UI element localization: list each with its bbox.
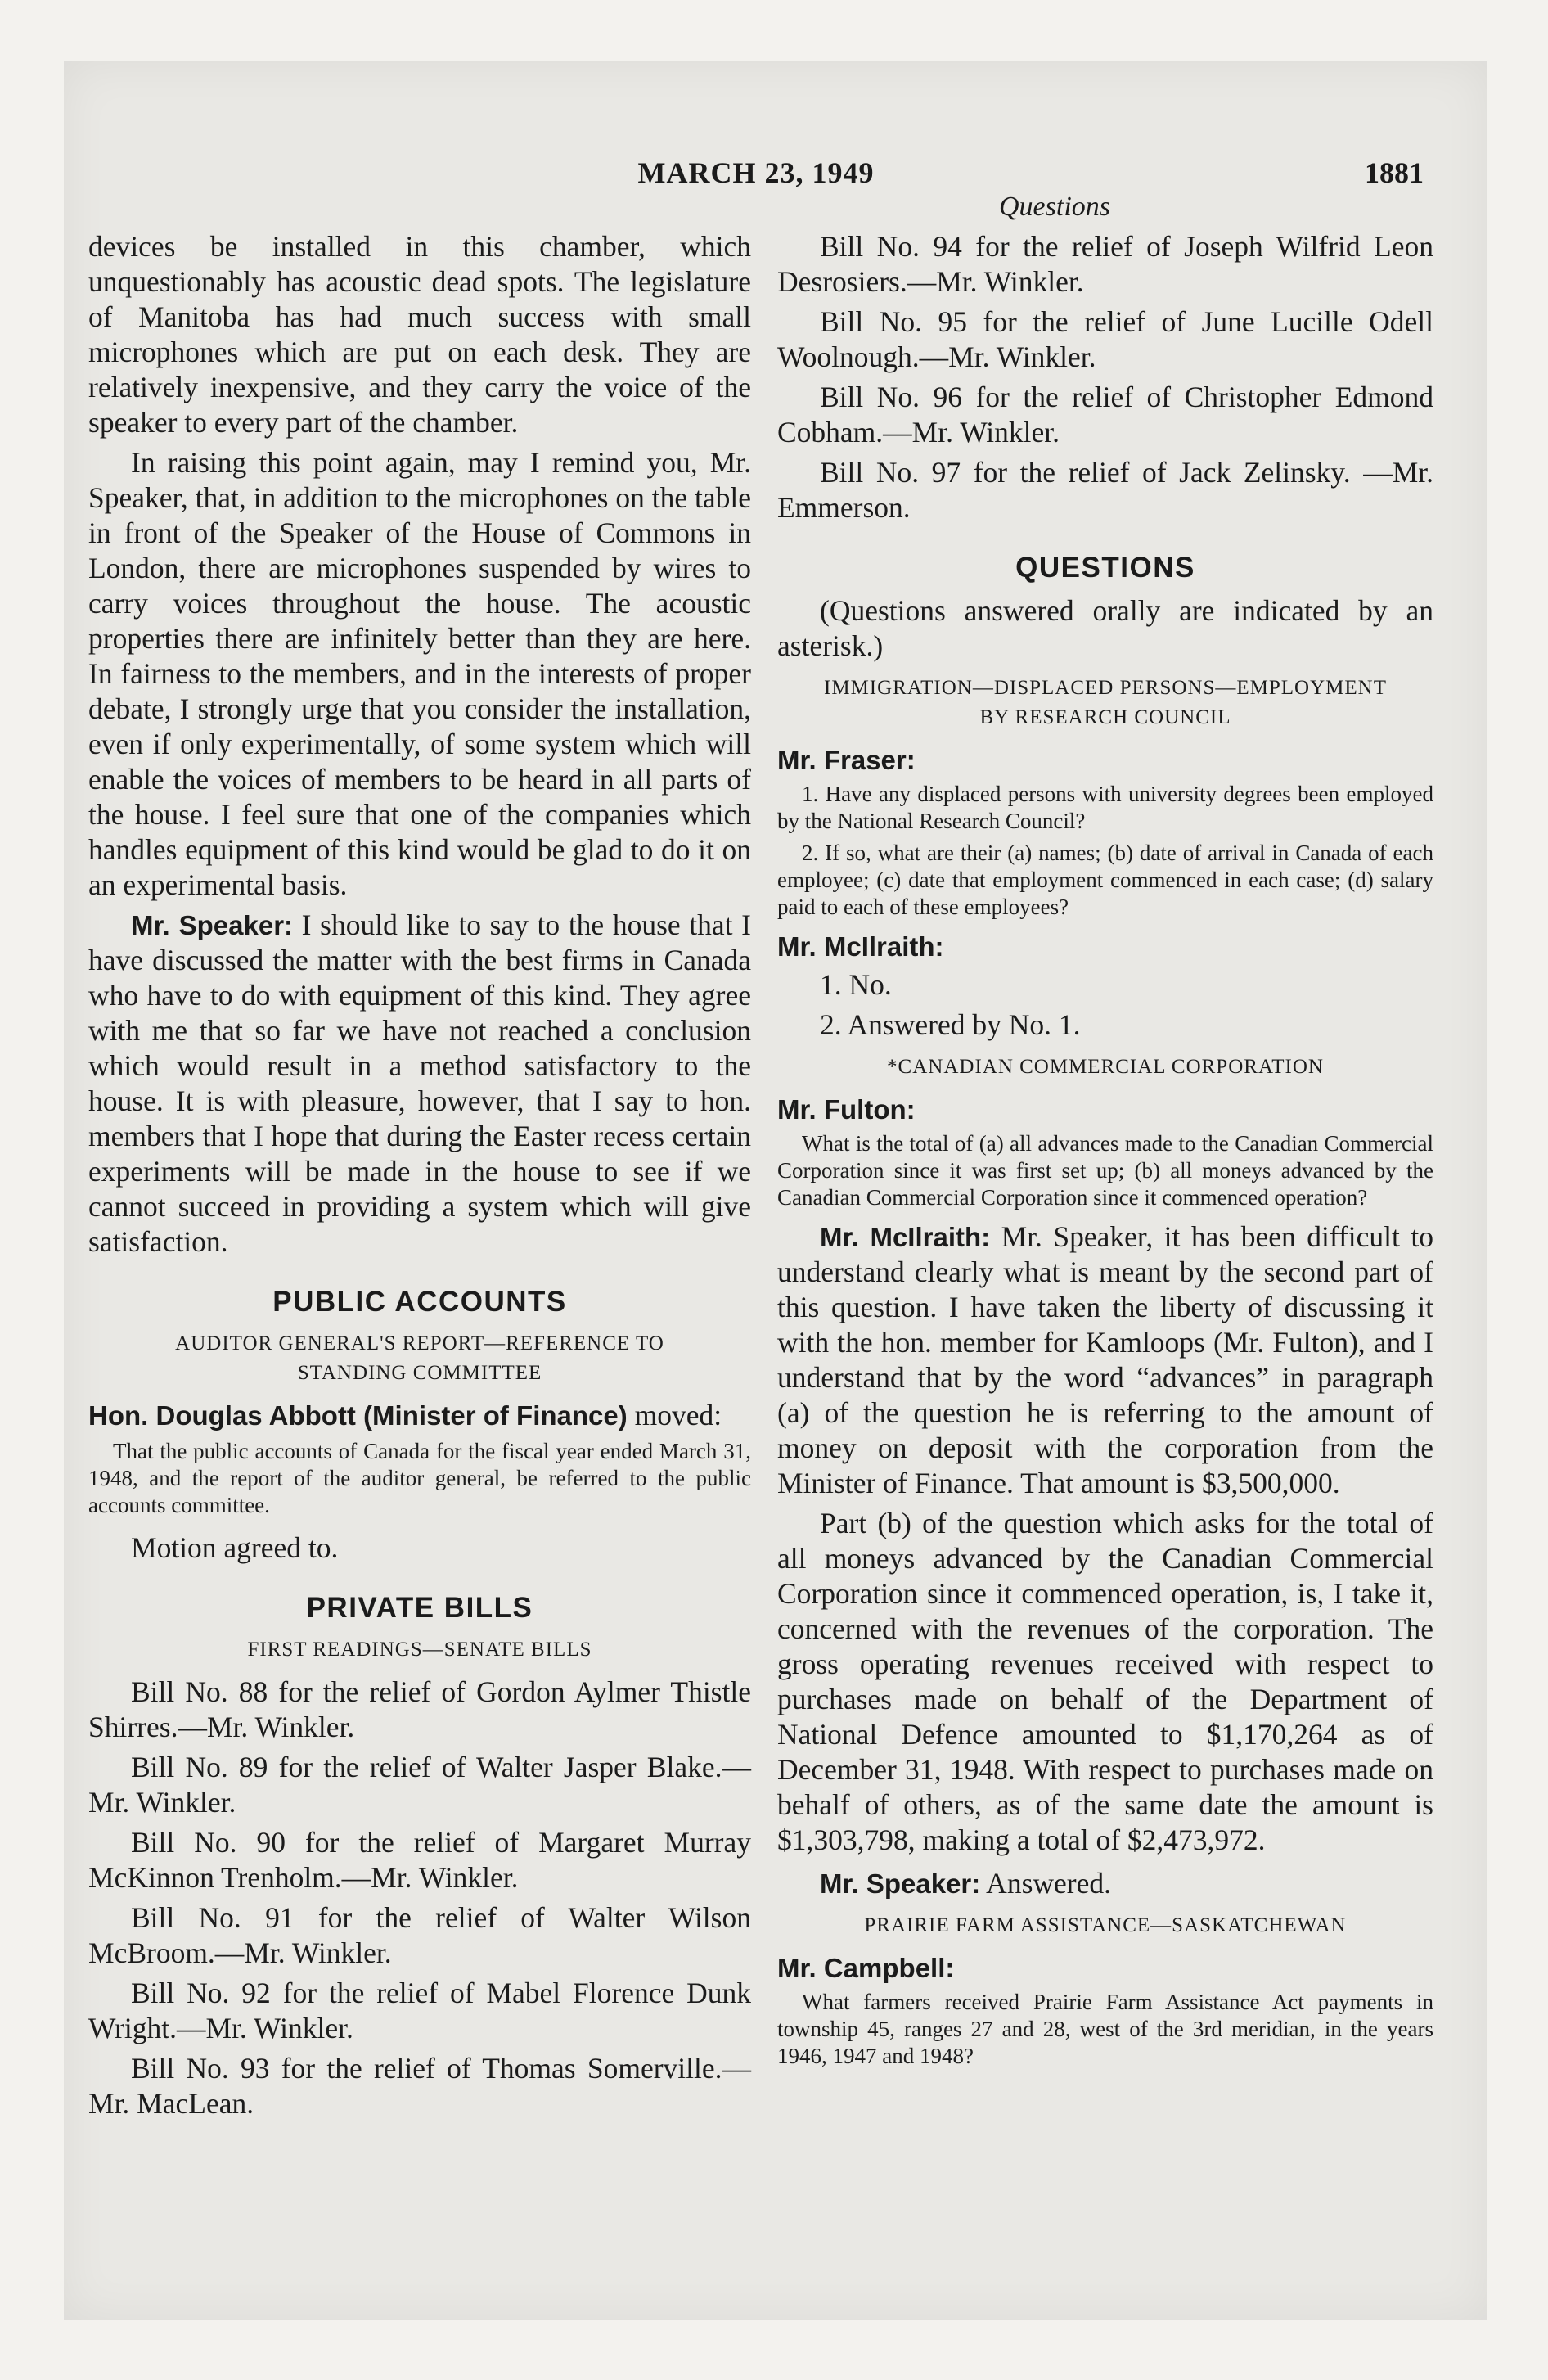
bill-item: Bill No. 97 for the relief of Jack Zelinsky. —Mr. Emmerson. [777,456,1433,524]
bill-item: Bill No. 94 for the relief of Joseph Wilfrid Leon Desrosiers.—Mr. Winkler. [777,230,1433,298]
subheading: AUDITOR GENERAL'S REPORT—REFERENCE TO STANDING COMMITTEE [175,1332,664,1384]
paragraph: devices be installed in this chamber, which unquestionably has acoustic dead spots. The legislature of Manitoba has had much success with small microphones which are put on each desk. They are relatively inexpensive, and they carry the voice of the speaker to every part of the chamber. [88,230,751,439]
bill-item: Bill No. 95 for the relief of June Lucille Odell Woolnough.—Mr. Winkler. [777,305,1433,373]
running-title: Questions [999,192,1110,222]
bill-item: Bill No. 88 for the relief of Gordon Aylmer Thistle Shirres.—Mr. Winkler. [88,1675,751,1743]
bill-item: Bill No. 90 for the relief of Margaret Murray McKinnon Trenholm.—Mr. Winkler. [88,1826,751,1894]
paragraph [777,1219,1433,1501]
section-heading: PRIVATE BILLS [306,1592,533,1624]
member-name: Mr. Campbell: [777,1953,955,1983]
question-text: What farmers received Prairie Farm Assistance Act payments in township 45, ranges 27 and 28, west of the 3rd meridian, in the years 1946, 1947 and 1948? [777,1990,1433,2068]
bill-item: Bill No. 93 for the relief of Thomas Somerville.—Mr. MacLean. [88,2052,751,2120]
paragraph [88,908,751,1260]
speaker-name: Mr. Speaker: [131,910,294,940]
bill-item: Bill No. 92 for the relief of Mabel Florence Dunk Wright.—Mr. Winkler. [88,1977,751,2044]
right-column [777,229,1433,2075]
paragraph: In raising this point again, may I remind you, Mr. Speaker, that, in addition to the microphones on the table in front of the Speaker of the House of Commons in London, there are microphones suspended by wires to carry voices throughout the house. The acoustic properties there are infinitely better than they are here. In fairness to the members, and in the interests of proper debate, I strongly urge that you consider the installation, even if only experimentally, of some system which will enable the voices of members to be heard in all parts of the house. I feel sure that one of the companies which handles equipment of this kind would be glad to do it on an experimental basis. [88,446,751,901]
section-heading: QUESTIONS [1015,552,1195,584]
member-name: Mr. Fulton: [777,1094,916,1125]
speech-text: moved: [627,1399,722,1431]
motion-text: That the public accounts of Canada for the fiscal year ended March 31, 1948, and the report of the auditor general, be referred to the public accounts committee. [88,1439,751,1517]
paragraph: Part (b) of the question which asks for the total of all moneys advanced by the Canadian Commercial Corporation since it commenced operation, is, I take it, concerned with the revenues of the corporation. The gross operating revenues received with respect to purchases made on behalf of the Department of National Defence amounted to $1,170,264 as of December 31, 1948. With respect to purchases made on behalf of others, as of the same date the amount is $1,303,798, making a total of $2,473,972. [777,1507,1433,1856]
subheading: IMMIGRATION—DISPLACED PERSONS—EMPLOYMENT BY RESEARCH COUNCIL [824,677,1387,728]
member-name: Mr. Fraser: [777,745,916,775]
page-number: 1881 [1365,156,1424,189]
subheading: PRAIRIE FARM ASSISTANCE—SASKATCHEWAN [864,1914,1347,1936]
answer-text: 1. No. [820,968,892,1001]
question-text: 1. Have any displaced persons with university degrees been employed by the National Research Council? [777,782,1433,833]
header-date: MARCH 23, 1949 [637,156,875,189]
paragraph: Motion agreed to. [131,1531,339,1564]
bill-item: Bill No. 89 for the relief of Walter Jasper Blake.—Mr. Winkler. [88,1751,751,1819]
question-text: What is the total of (a) all advances made to the Canadian Commercial Corporation since it was first set up; (b) all moneys advanced by the Canadian Commercial Corporation since it commenced operation? [777,1131,1433,1210]
speaker-name: Hon. Douglas Abbott (Minister of Finance) [88,1400,628,1431]
bill-item: Bill No. 91 for the relief of Walter Wilson McBroom.—Mr. Winkler. [88,1901,751,1969]
speaker-name: Mr. Speaker: [820,1868,981,1899]
section-heading: PUBLIC ACCOUNTS [272,1286,567,1318]
paragraph: (Questions answered orally are indicated by an asterisk.) [777,594,1433,662]
subheading: FIRST READINGS—SENATE BILLS [247,1639,592,1661]
speaker-name: Mr. McIlraith: [820,1222,991,1252]
member-name: Mr. McIlraith: [777,931,944,962]
answer-text: 2. Answered by No. 1. [820,1008,1081,1041]
paragraph [777,1866,1433,1901]
paragraph [88,1398,751,1433]
speech-text: I should like to say to the house that I have discussed the matter with the best firms in Canada who have to do with equipment of this kind. They agree with me that so far we have not reached a conclusion which would result in a method satisfactory to the house. It is with pleasure, however, that I say to hon. members that I hope that during the Easter recess certain experiments will be made in the house to see if we cannot succeed in providing a system which will give satisfaction. [88,908,751,1258]
left-column [88,229,751,2126]
bill-item: Bill No. 96 for the relief of Christopher Edmond Cobham.—Mr. Winkler. [777,381,1433,449]
question-text: 2. If so, what are their (a) names; (b) date of arrival in Canada of each employee; (c) date that employment commenced in each case; (d) salary paid to each of these employees? [777,841,1433,919]
speech-text: Answered. [980,1867,1111,1900]
speech-text: Mr. Speaker, it has been difficult to understand clearly what is meant by the second part of this question. I have taken the liberty of discussing it with the hon. member for Kamloops (Mr. Fulton), and I understand that by the word “advances” in paragraph (a) of the question he is referring to the amount of money on deposit with the corporation from the Minister of Finance. That amount is $3,500,000. [777,1220,1433,1499]
page-header [88,156,1424,222]
subheading: *CANADIAN COMMERCIAL CORPORATION [887,1056,1324,1078]
